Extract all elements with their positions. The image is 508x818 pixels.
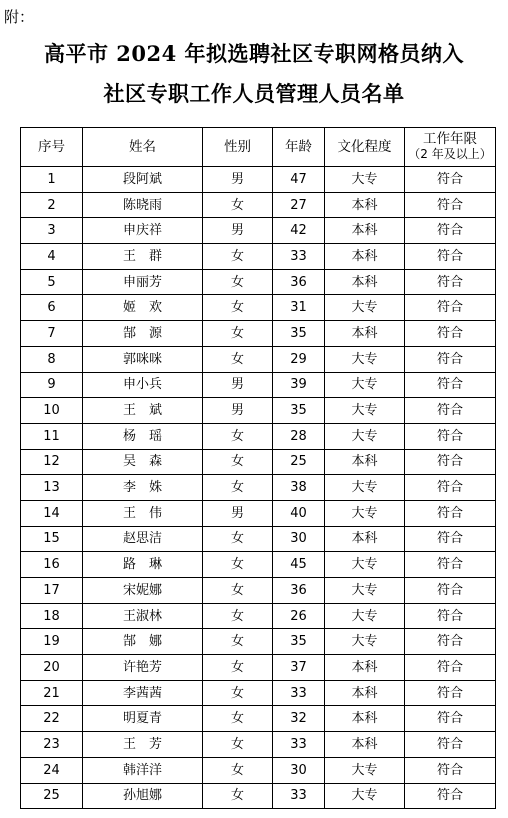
cell-name: 韩洋洋 bbox=[83, 757, 203, 783]
roster-table-header bbox=[21, 128, 496, 167]
cell-gender: 女 bbox=[203, 423, 273, 449]
table-row bbox=[21, 629, 496, 655]
cell-education: 本科 bbox=[325, 269, 405, 295]
cell-tenure: 符合 bbox=[405, 500, 496, 526]
cell-gender: 女 bbox=[203, 295, 273, 321]
cell-index: 20 bbox=[21, 655, 83, 681]
header-age: 年龄 bbox=[273, 128, 325, 167]
header-gender: 性别 bbox=[203, 128, 273, 167]
cell-name: 申丽芳 bbox=[83, 269, 203, 295]
cell-gender: 女 bbox=[203, 244, 273, 270]
cell-index: 13 bbox=[21, 475, 83, 501]
cell-gender: 女 bbox=[203, 552, 273, 578]
cell-education: 大专 bbox=[325, 167, 405, 193]
cell-index: 14 bbox=[21, 500, 83, 526]
cell-education: 大专 bbox=[325, 783, 405, 809]
cell-gender: 女 bbox=[203, 321, 273, 347]
cell-index: 8 bbox=[21, 346, 83, 372]
cell-age: 35 bbox=[273, 321, 325, 347]
cell-education: 大专 bbox=[325, 578, 405, 604]
cell-gender: 女 bbox=[203, 757, 273, 783]
cell-tenure: 符合 bbox=[405, 398, 496, 424]
cell-tenure: 符合 bbox=[405, 732, 496, 758]
cell-index: 23 bbox=[21, 732, 83, 758]
header-index: 序号 bbox=[21, 128, 83, 167]
cell-tenure: 符合 bbox=[405, 449, 496, 475]
cell-index: 6 bbox=[21, 295, 83, 321]
table-row bbox=[21, 192, 496, 218]
cell-age: 26 bbox=[273, 603, 325, 629]
cell-education: 本科 bbox=[325, 218, 405, 244]
cell-index: 15 bbox=[21, 526, 83, 552]
cell-education: 本科 bbox=[325, 449, 405, 475]
cell-gender: 女 bbox=[203, 629, 273, 655]
cell-gender: 男 bbox=[203, 398, 273, 424]
cell-gender: 女 bbox=[203, 449, 273, 475]
cell-name: 郭咪咪 bbox=[83, 346, 203, 372]
cell-education: 本科 bbox=[325, 655, 405, 681]
table-row bbox=[21, 423, 496, 449]
cell-education: 本科 bbox=[325, 706, 405, 732]
table-row bbox=[21, 526, 496, 552]
cell-index: 9 bbox=[21, 372, 83, 398]
header-tenure-line-1: 工作年限 bbox=[423, 131, 477, 147]
table-row bbox=[21, 552, 496, 578]
cell-tenure: 符合 bbox=[405, 757, 496, 783]
cell-name: 孙旭娜 bbox=[83, 783, 203, 809]
cell-age: 47 bbox=[273, 167, 325, 193]
cell-index: 4 bbox=[21, 244, 83, 270]
cell-name: 李茜茜 bbox=[83, 680, 203, 706]
cell-age: 36 bbox=[273, 269, 325, 295]
cell-education: 本科 bbox=[325, 526, 405, 552]
cell-gender: 女 bbox=[203, 603, 273, 629]
cell-index: 11 bbox=[21, 423, 83, 449]
cell-age: 32 bbox=[273, 706, 325, 732]
cell-index: 3 bbox=[21, 218, 83, 244]
cell-index: 7 bbox=[21, 321, 83, 347]
cell-tenure: 符合 bbox=[405, 680, 496, 706]
cell-education: 大专 bbox=[325, 757, 405, 783]
cell-age: 30 bbox=[273, 526, 325, 552]
table-row bbox=[21, 269, 496, 295]
cell-gender: 男 bbox=[203, 500, 273, 526]
cell-education: 大专 bbox=[325, 603, 405, 629]
header-tenure bbox=[405, 128, 496, 167]
cell-gender: 女 bbox=[203, 783, 273, 809]
cell-education: 大专 bbox=[325, 500, 405, 526]
cell-index: 2 bbox=[21, 192, 83, 218]
cell-name: 郜 源 bbox=[83, 321, 203, 347]
cell-name: 杨 瑶 bbox=[83, 423, 203, 449]
cell-tenure: 符合 bbox=[405, 423, 496, 449]
cell-age: 35 bbox=[273, 629, 325, 655]
cell-tenure: 符合 bbox=[405, 167, 496, 193]
table-row bbox=[21, 603, 496, 629]
cell-index: 19 bbox=[21, 629, 83, 655]
table-row bbox=[21, 578, 496, 604]
cell-index: 21 bbox=[21, 680, 83, 706]
cell-name: 王 伟 bbox=[83, 500, 203, 526]
cell-name: 许艳芳 bbox=[83, 655, 203, 681]
cell-age: 42 bbox=[273, 218, 325, 244]
cell-gender: 女 bbox=[203, 732, 273, 758]
cell-index: 22 bbox=[21, 706, 83, 732]
cell-age: 27 bbox=[273, 192, 325, 218]
cell-name: 姬 欢 bbox=[83, 295, 203, 321]
cell-tenure: 符合 bbox=[405, 218, 496, 244]
cell-tenure: 符合 bbox=[405, 269, 496, 295]
table-row bbox=[21, 783, 496, 809]
table-row bbox=[21, 655, 496, 681]
cell-tenure: 符合 bbox=[405, 372, 496, 398]
header-tenure-line-2: （2 年及以上） bbox=[408, 147, 492, 161]
header-name: 姓名 bbox=[83, 128, 203, 167]
cell-tenure: 符合 bbox=[405, 295, 496, 321]
cell-education: 大专 bbox=[325, 295, 405, 321]
cell-name: 王 斌 bbox=[83, 398, 203, 424]
table-row bbox=[21, 372, 496, 398]
cell-education: 本科 bbox=[325, 192, 405, 218]
cell-age: 38 bbox=[273, 475, 325, 501]
table-row bbox=[21, 757, 496, 783]
cell-index: 16 bbox=[21, 552, 83, 578]
cell-age: 29 bbox=[273, 346, 325, 372]
cell-name: 路 琳 bbox=[83, 552, 203, 578]
cell-gender: 男 bbox=[203, 372, 273, 398]
cell-education: 大专 bbox=[325, 423, 405, 449]
cell-tenure: 符合 bbox=[405, 578, 496, 604]
cell-tenure: 符合 bbox=[405, 655, 496, 681]
table-row bbox=[21, 680, 496, 706]
cell-tenure: 符合 bbox=[405, 346, 496, 372]
table-row bbox=[21, 167, 496, 193]
cell-gender: 女 bbox=[203, 578, 273, 604]
cell-gender: 女 bbox=[203, 655, 273, 681]
cell-name: 陈晓雨 bbox=[83, 192, 203, 218]
cell-tenure: 符合 bbox=[405, 475, 496, 501]
table-row bbox=[21, 244, 496, 270]
table-row bbox=[21, 295, 496, 321]
cell-index: 1 bbox=[21, 167, 83, 193]
cell-index: 5 bbox=[21, 269, 83, 295]
cell-age: 28 bbox=[273, 423, 325, 449]
cell-age: 45 bbox=[273, 552, 325, 578]
cell-tenure: 符合 bbox=[405, 244, 496, 270]
cell-education: 本科 bbox=[325, 732, 405, 758]
cell-education: 大专 bbox=[325, 372, 405, 398]
cell-education: 大专 bbox=[325, 398, 405, 424]
cell-name: 郜 娜 bbox=[83, 629, 203, 655]
cell-name: 赵思洁 bbox=[83, 526, 203, 552]
cell-name: 王淑林 bbox=[83, 603, 203, 629]
cell-index: 18 bbox=[21, 603, 83, 629]
cell-age: 33 bbox=[273, 244, 325, 270]
cell-gender: 男 bbox=[203, 218, 273, 244]
table-row bbox=[21, 218, 496, 244]
cell-gender: 男 bbox=[203, 167, 273, 193]
cell-age: 36 bbox=[273, 578, 325, 604]
table-row bbox=[21, 398, 496, 424]
cell-name: 明夏青 bbox=[83, 706, 203, 732]
cell-education: 本科 bbox=[325, 321, 405, 347]
cell-tenure: 符合 bbox=[405, 552, 496, 578]
cell-name: 李 姝 bbox=[83, 475, 203, 501]
cell-tenure: 符合 bbox=[405, 192, 496, 218]
cell-gender: 女 bbox=[203, 346, 273, 372]
cell-tenure: 符合 bbox=[405, 526, 496, 552]
cell-name: 段阿斌 bbox=[83, 167, 203, 193]
table-row bbox=[21, 500, 496, 526]
roster-table bbox=[20, 127, 496, 809]
cell-age: 30 bbox=[273, 757, 325, 783]
roster-table-body bbox=[21, 167, 496, 809]
cell-tenure: 符合 bbox=[405, 706, 496, 732]
cell-age: 33 bbox=[273, 732, 325, 758]
cell-age: 31 bbox=[273, 295, 325, 321]
cell-index: 17 bbox=[21, 578, 83, 604]
table-row bbox=[21, 449, 496, 475]
cell-name: 申庆祥 bbox=[83, 218, 203, 244]
table-row bbox=[21, 475, 496, 501]
cell-age: 37 bbox=[273, 655, 325, 681]
header-education: 文化程度 bbox=[325, 128, 405, 167]
cell-index: 12 bbox=[21, 449, 83, 475]
cell-gender: 女 bbox=[203, 680, 273, 706]
cell-gender: 女 bbox=[203, 192, 273, 218]
document-title-line-2: 社区专职工作人员管理人员名单 bbox=[103, 81, 405, 106]
cell-age: 35 bbox=[273, 398, 325, 424]
cell-education: 大专 bbox=[325, 475, 405, 501]
cell-name: 王 群 bbox=[83, 244, 203, 270]
table-row bbox=[21, 732, 496, 758]
cell-tenure: 符合 bbox=[405, 603, 496, 629]
cell-name: 王 芳 bbox=[83, 732, 203, 758]
cell-gender: 女 bbox=[203, 526, 273, 552]
cell-age: 25 bbox=[273, 449, 325, 475]
cell-tenure: 符合 bbox=[405, 783, 496, 809]
cell-age: 39 bbox=[273, 372, 325, 398]
cell-index: 24 bbox=[21, 757, 83, 783]
cell-name: 宋妮娜 bbox=[83, 578, 203, 604]
cell-age: 33 bbox=[273, 680, 325, 706]
cell-age: 40 bbox=[273, 500, 325, 526]
cell-education: 大专 bbox=[325, 629, 405, 655]
table-row bbox=[21, 346, 496, 372]
document-title-line-1: 高平市 2024 年拟选聘社区专职网格员纳入 bbox=[43, 41, 465, 66]
attachment-label: 附： bbox=[4, 8, 35, 26]
cell-name: 吴 森 bbox=[83, 449, 203, 475]
cell-tenure: 符合 bbox=[405, 629, 496, 655]
cell-gender: 女 bbox=[203, 475, 273, 501]
table-row bbox=[21, 321, 496, 347]
cell-index: 10 bbox=[21, 398, 83, 424]
cell-education: 本科 bbox=[325, 244, 405, 270]
cell-name: 申小兵 bbox=[83, 372, 203, 398]
cell-tenure: 符合 bbox=[405, 321, 496, 347]
header-row bbox=[21, 128, 496, 167]
cell-education: 本科 bbox=[325, 680, 405, 706]
cell-gender: 女 bbox=[203, 269, 273, 295]
cell-education: 大专 bbox=[325, 346, 405, 372]
table-row bbox=[21, 706, 496, 732]
cell-gender: 女 bbox=[203, 706, 273, 732]
cell-education: 大专 bbox=[325, 552, 405, 578]
cell-age: 33 bbox=[273, 783, 325, 809]
cell-index: 25 bbox=[21, 783, 83, 809]
